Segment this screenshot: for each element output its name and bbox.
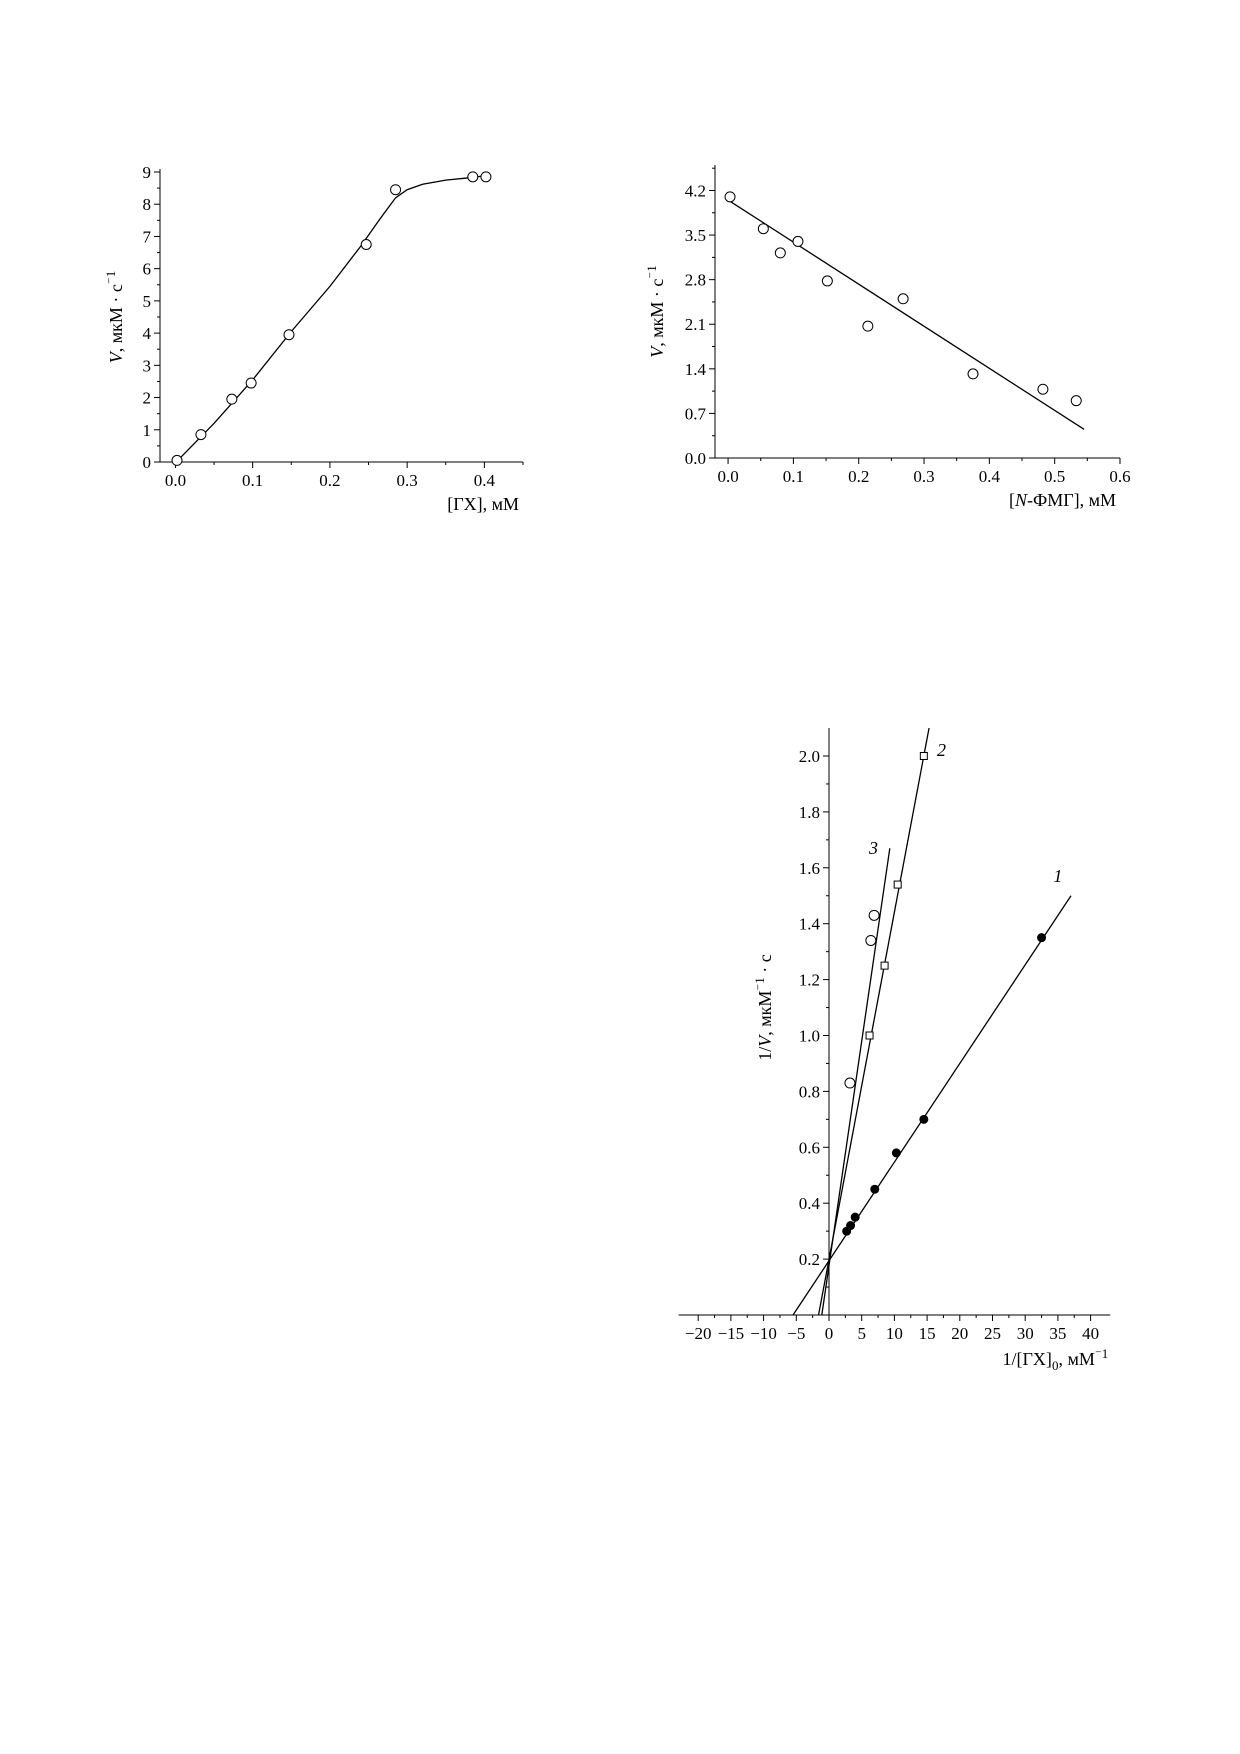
x-tick-label: 35 [1049, 1324, 1067, 1343]
x-tick-label: 0.0 [717, 467, 739, 486]
x-tick-label: 15 [918, 1324, 936, 1343]
series-line-1 [793, 896, 1071, 1315]
data-point [725, 192, 735, 202]
data-point [898, 294, 908, 304]
y-tick-label: 0.0 [684, 449, 706, 468]
data-point [920, 753, 927, 760]
y-tick-label: 1.0 [798, 1026, 820, 1046]
x-tick-label: 0.0 [164, 471, 187, 490]
chart-3 [679, 728, 1111, 1373]
series-3 [822, 838, 890, 1315]
series-label-1: 1 [1053, 865, 1063, 886]
y-tick-label: 2.0 [798, 747, 820, 766]
y-tick-label: 2 [142, 388, 151, 408]
x-tick-label: 0.3 [396, 471, 418, 490]
y-tick-label: 0.6 [798, 1138, 820, 1158]
data-point [468, 172, 478, 182]
data-point [1071, 396, 1081, 406]
series-2 [819, 728, 946, 1315]
data-point [227, 394, 237, 404]
x-tick-label: 20 [951, 1324, 969, 1343]
data-point [391, 185, 401, 195]
y-tick-label: 4 [142, 324, 151, 344]
x-tick-label: −10 [750, 1324, 777, 1343]
y-tick-label: 2.8 [684, 270, 706, 290]
data-point [863, 321, 873, 331]
chart-1 [103, 163, 523, 514]
data-point [822, 276, 832, 286]
y-tick-label: 1.2 [798, 970, 820, 990]
data-point [1038, 384, 1048, 394]
x-tick-label: 5 [857, 1324, 866, 1343]
y-tick-label: 3 [142, 356, 151, 376]
series-1 [793, 866, 1071, 1315]
data-point [881, 962, 888, 969]
y-tick-label: 1.6 [798, 858, 820, 878]
data-point [892, 1149, 900, 1157]
x-tick-label: 0.2 [319, 471, 341, 490]
y-tick-label: 0 [142, 453, 151, 472]
data-point [481, 172, 491, 182]
data-point [866, 935, 876, 945]
series-label-2: 2 [936, 740, 946, 760]
data-point [758, 224, 768, 234]
fit-curve [179, 176, 484, 459]
x-tick-label: 0.1 [782, 467, 805, 486]
x-tick-label: −15 [717, 1324, 745, 1343]
y-axis-label: 1/V, мкМ⁻1 · с [752, 954, 775, 1061]
x-tick-label: 0.5 [1044, 467, 1066, 486]
data-point [196, 430, 206, 440]
data-point [775, 248, 785, 258]
fit-line [728, 200, 1084, 429]
x-tick-label: 0.4 [473, 471, 496, 490]
x-axis-label: [N-ФМГ], мМ [1008, 490, 1116, 510]
y-tick-label: 0.4 [798, 1194, 820, 1214]
x-tick-label: −5 [787, 1324, 806, 1343]
data-point [793, 236, 803, 246]
chart-2 [644, 165, 1131, 510]
y-tick-label: 3.5 [684, 226, 706, 246]
data-point [968, 369, 978, 379]
data-point [284, 330, 294, 340]
data-point [871, 1185, 879, 1193]
x-axis-label: [ГХ], мМ [447, 494, 519, 514]
y-axis-label: V, мкМ · с⁻1 [644, 265, 667, 358]
x-tick-label: 10 [885, 1324, 903, 1343]
x-tick-label: 0 [824, 1324, 834, 1343]
x-tick-label: 0.4 [978, 467, 1000, 486]
data-point [361, 240, 371, 250]
data-point [1038, 934, 1046, 942]
x-tick-label: 30 [1016, 1324, 1034, 1343]
data-point [851, 1213, 859, 1221]
series-line-3 [822, 848, 890, 1315]
data-point [172, 455, 182, 465]
x-tick-label: 40 [1082, 1324, 1100, 1343]
y-tick-label: 6 [142, 259, 151, 279]
x-tick-label: 0.1 [242, 471, 264, 490]
data-point [894, 881, 901, 888]
x-tick-label: 25 [984, 1324, 1001, 1343]
data-point [866, 1032, 873, 1039]
y-tick-label: 1.8 [798, 802, 820, 822]
x-axis-label: $1/[ГХ]_0$, мМ⁻1 [1002, 1346, 1109, 1373]
y-tick-label: 2.1 [684, 315, 706, 335]
y-tick-label: 8 [142, 195, 151, 215]
data-point [845, 1078, 855, 1088]
y-tick-label: 4.2 [684, 181, 706, 201]
y-tick-label: 7 [142, 227, 151, 247]
y-tick-label: 1.4 [798, 914, 820, 934]
data-point [246, 378, 256, 388]
y-axis-label: V, мкМ · с⁻1 [103, 270, 126, 364]
y-tick-label: 1.4 [684, 359, 706, 379]
x-tick-label: 0.2 [848, 467, 870, 486]
x-tick-label: 0.3 [913, 467, 935, 486]
y-tick-label: 1 [142, 420, 151, 440]
x-tick-label: 0.6 [1109, 467, 1131, 486]
data-point [920, 1115, 928, 1123]
data-point [847, 1222, 855, 1230]
series-label-3: 3 [868, 837, 878, 858]
y-tick-label: 0.7 [684, 404, 706, 424]
y-tick-label: 0.8 [798, 1082, 820, 1102]
x-tick-label: −20 [684, 1324, 712, 1343]
y-tick-label: 9 [142, 163, 151, 182]
data-point [869, 910, 879, 920]
y-tick-label: 5 [142, 291, 151, 311]
y-tick-label: 0.2 [798, 1250, 820, 1270]
